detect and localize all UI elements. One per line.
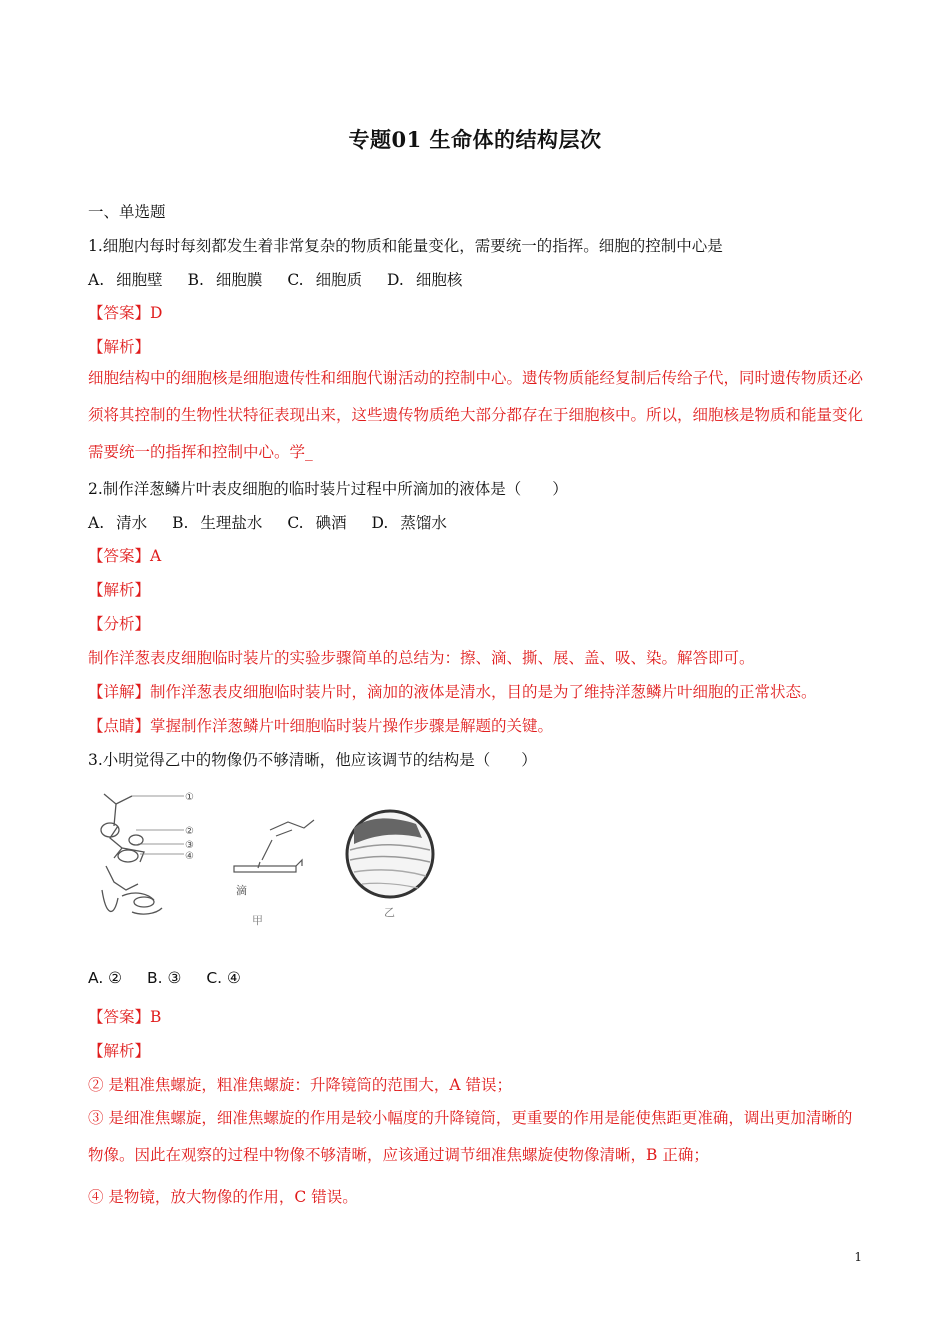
question-2-dianjing: [88, 714, 878, 736]
dianjing-text: 掌握制作洋葱鳞片叶细胞临时装片操作步骤是解题的关键。: [150, 717, 554, 735]
option-text: 蒸馏水: [400, 514, 447, 532]
option-text: 清水: [116, 514, 148, 532]
question-3-analysis-label: 【解析】: [88, 1042, 151, 1060]
question-3-options: [88, 969, 878, 987]
marker-4: ④: [185, 851, 194, 862]
question-2-options: [88, 511, 878, 533]
option-text: 细胞壁: [116, 271, 163, 289]
field-of-view: [347, 811, 433, 897]
question-1-options: [88, 268, 878, 290]
xiangjie-text: 制作洋葱表皮细胞临时装片时，滴加的液体是清水，目的是为了维持洋葱鳞片叶细胞的正常状态。: [150, 683, 817, 701]
question-1-analysis: 细胞结构中的细胞核是细胞遗传性和细胞代谢活动的控制中心。遗传物质能经复制后传给子代，同时遗传物质还必须将其控制的生物性状特征表现出来，这些遗传物质绝大部分都存在于细胞核中。所以，细胞核是物质和能量变化需要统一的指挥和控制中心。学_: [88, 369, 864, 461]
marker-3: ③: [185, 840, 194, 851]
option-a: A. ②: [88, 969, 123, 987]
question-3-analysis-line3: ④ 是物镜，放大物像的作用，C 错误。: [88, 1188, 358, 1206]
option-text: 细胞膜: [215, 271, 263, 289]
dropper-drawing: [234, 820, 314, 872]
option-text: 细胞核: [415, 271, 463, 289]
option-b: B. ③: [147, 969, 182, 987]
option-letter: B.: [187, 271, 204, 289]
page-number: 1: [854, 1250, 862, 1264]
option-c: C. ④: [206, 969, 241, 987]
question-1-stem: 1.细胞内每时每刻都发生着非常复杂的物质和能量变化，需要统一的指挥。细胞的控制中心是: [88, 237, 723, 255]
xiangjie-label: 【详解】: [88, 683, 151, 701]
question-2-analysis-label: 【解析】: [88, 581, 151, 599]
option-letter: A.: [88, 514, 105, 532]
option-letter: D.: [387, 271, 404, 289]
option-text: 碘酒: [315, 514, 347, 532]
option-letter: A.: [88, 271, 105, 289]
question-3-analysis-line1: ② 是粗准焦螺旋，粗准焦螺旋：升降镜筒的范围大，A 错误；: [88, 1076, 513, 1094]
question-1-answer: 【答案】D: [88, 304, 163, 322]
question-2-answer: 【答案】A: [88, 547, 162, 565]
dianjing-label: 【点睛】: [88, 717, 151, 735]
microscope-figure: [92, 786, 452, 934]
label-jia: 甲: [252, 914, 263, 927]
question-2-fenxi-label: 【分析】: [88, 615, 151, 633]
question-3-stem: 3.小明觉得乙中的物像仍不够清晰，他应该调节的结构是（ ）: [88, 751, 537, 769]
section-heading: 一、单选题: [88, 203, 166, 221]
option-letter: C.: [287, 271, 304, 289]
option-letter: C.: [287, 514, 304, 532]
option-text: 细胞质: [315, 271, 363, 289]
marker-1: ①: [185, 792, 194, 803]
question-2-xiangjie: [88, 680, 878, 702]
option-letter: B.: [172, 514, 189, 532]
question-2-stem: 2.制作洋葱鳞片叶表皮细胞的临时装片过程中所滴加的液体是（ ）: [88, 480, 568, 498]
marker-2: ②: [185, 826, 194, 837]
label-yi: 乙: [384, 906, 395, 919]
pointer-lines: [132, 796, 184, 854]
option-letter: D.: [371, 514, 389, 532]
question-2-fenxi: 制作洋葱表皮细胞临时装片的实验步骤简单的总结为：擦、滴、撕、展、盖、吸、染。解答即可。: [88, 649, 755, 667]
label-drop: 滴: [236, 884, 247, 897]
question-3-answer: 【答案】B: [88, 1008, 162, 1026]
document-title: 专题01 生命体的结构层次: [348, 127, 602, 152]
question-3-analysis-line2: ③ 是细准焦螺旋，细准焦螺旋的作用是较小幅度的升降镜筒，更重要的作用是能使焦距更准确，调出更加清晰的物像。因此在观察的过程中物像不够清晰，应该通过调节细准焦螺旋使物像清晰，B 正确；: [88, 1109, 853, 1164]
option-text: 生理盐水: [200, 514, 263, 532]
question-1-analysis-label: 【解析】: [88, 338, 151, 356]
